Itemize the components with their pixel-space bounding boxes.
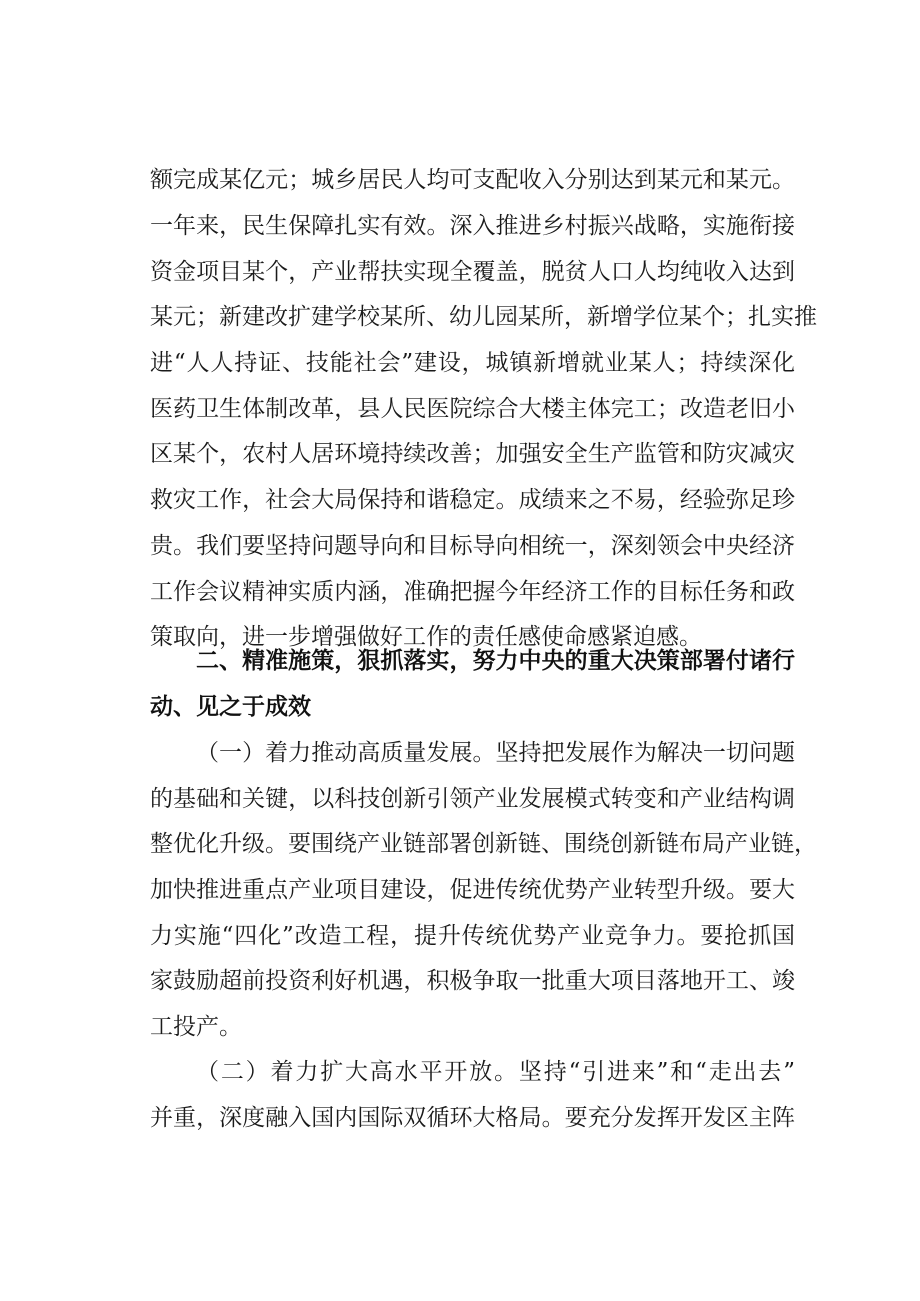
body-text-line: 救灾工作，社会大局保持和谐稳定。成绩来之不易，经验弥足珍 <box>150 487 795 513</box>
body-text-line: 一年来，民生保障扎实有效。深入推进乡村振兴战略，实施衔接 <box>150 213 795 239</box>
body-text-line: 额完成某亿元；城乡居民人均可支配收入分别达到某元和某元。 <box>150 167 795 193</box>
section-heading: 二、精准施策，狠抓落实，努力中央的重大决策部署付诸行 <box>196 648 795 674</box>
body-text-line: （一）着力推动高质量发展。坚持把发展作为解决一切问题 <box>196 740 795 766</box>
body-text-line: 区某个，农村人居环境持续改善；加强安全生产监管和防灾减灾 <box>150 441 795 467</box>
body-text-line: 的基础和关键，以科技创新引领产业发展模式转变和产业结构调 <box>150 786 795 812</box>
body-text-line: 进“人人持证、技能社会”建设，城镇新增就业某人；持续深化 <box>150 350 795 376</box>
body-text-line: 某元；新建改扩建学校某所、幼儿园某所，新增学位某个；扎实推 <box>150 304 817 330</box>
section-heading: 动、见之于成效 <box>150 694 311 720</box>
body-text-line: 工投产。 <box>150 1014 242 1040</box>
body-text-line: 并重，深度融入国内国际双循环大格局。要充分发挥开发区主阵 <box>150 1105 795 1131</box>
body-text-line: 力实施“四化”改造工程，提升传统优势产业竞争力。要抢抓国 <box>150 923 795 949</box>
body-text-line: 加快推进重点产业项目建设，促进传统优势产业转型升级。要大 <box>150 877 795 903</box>
body-text-line: （二）着力扩大高水平开放。坚持“引进来”和“走出去” <box>196 1059 795 1085</box>
body-text-line: 策取向，进一步增强做好工作的责任感使命感紧迫感。 <box>150 624 702 650</box>
body-text-line: 家鼓励超前投资利好机遇，积极争取一批重大项目落地开工、竣 <box>150 968 795 994</box>
body-text-line: 贵。我们要坚持问题导向和目标导向相统一，深刻领会中央经济 <box>150 533 795 559</box>
body-text-line: 工作会议精神实质内涵，准确把握今年经济工作的目标任务和政 <box>150 579 795 605</box>
body-text-line: 医药卫生体制改革，县人民医院综合大楼主体完工；改造老旧小 <box>150 396 795 422</box>
body-text-line: 整优化升级。要围绕产业链部署创新链、围绕创新链布局产业链， <box>150 831 817 857</box>
body-text-line: 资金项目某个，产业帮扶实现全覆盖，脱贫人口人均纯收入达到 <box>150 259 795 285</box>
